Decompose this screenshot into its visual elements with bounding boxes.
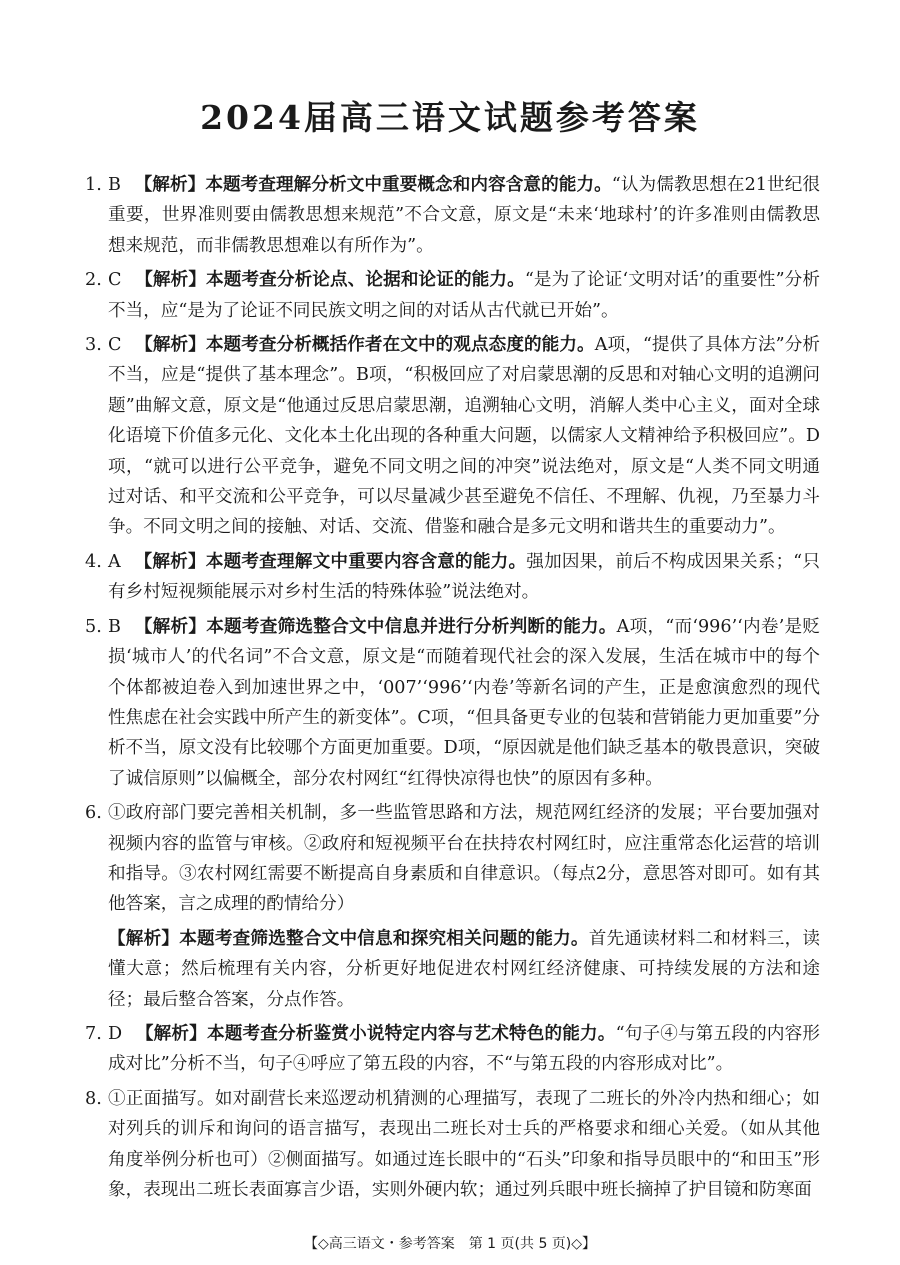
- answer-item-5: [85, 612, 820, 794]
- ability-statement: 本题考查理解文中重要内容含意的能力。: [205, 551, 527, 572]
- analysis-text: 首先通读材料二和材料三，读懂大意；然后梳理有关内容，分析更好地促进农村网红经济健康、可持续发展的方法和途径；最后整合答案，分点作答。: [108, 928, 820, 1010]
- item-number: 5.: [85, 616, 102, 637]
- item-number: 6.: [85, 803, 102, 824]
- analysis-tag: 【解析】: [135, 1023, 207, 1044]
- answer-item-6-analysis: [85, 924, 820, 1015]
- analysis-text: A项，“提供了具体方法”分析不当，应是“提供了基本理念”。B项，“积极回应了对启蒙思潮的反思和对轴心文明的追溯问题”曲解文意，原文是“他通过反思启蒙思潮，追溯轴心文明，消解人类中心主义，面对全球化语境下价值多元化、文化本土化出现的各种重大问题，以儒家人文精神给予积极回应”。D项，“就可以进行公平竞争，避免不同文明之间的冲突”说法绝对，原文是“人类不同文明通过对话、和平交流和公平竞争，可以尽量减少甚至避免不信任、不理解、仇视，乃至暴力斗争。不同文明之间的接触、对话、交流、借鉴和融合是多元文明和谐共生的重要动力”。: [108, 335, 820, 538]
- answer-item-1: [85, 170, 820, 261]
- ability-statement: 本题考查分析概括作者在文中的观点态度的能力。: [205, 335, 595, 356]
- item-number: 4.: [85, 551, 102, 572]
- analysis-tag: 【解析】: [135, 335, 206, 356]
- ability-statement: 本题考查筛选整合文中信息并进行分析判断的能力。: [206, 616, 617, 637]
- analysis-text: A项，“而‘996’‘内卷’是贬损‘城市人’的代名词”不合文意，原文是“而随着现代社会的深入发展，生活在城市中的每个个体都被迫卷入到加速世界之中，‘007’‘996’‘内卷’等新名词的产生，正是愈演愈烈的现代性焦虑在社会实践中所产生的新变体”。C项，“但具备更专业的包装和营销能力更加重要”分析不当，原文没有比较哪个方面更加重要。D项，“原因就是他们缺乏基本的敬畏意识，突破了诚信原则”以偏概全，部分农村网红“红得快凉得也快”的原因有多种。: [108, 616, 820, 789]
- item-number: 3.: [85, 335, 102, 356]
- item-number: 1.: [85, 175, 102, 195]
- answer-choice: B: [108, 616, 121, 637]
- ability-statement: 本题考查分析论点、论据和论证的能力。: [206, 270, 525, 291]
- ability-statement: 本题考查筛选整合文中信息和探究相关问题的能力。: [179, 928, 589, 949]
- analysis-tag: 【解析】: [134, 616, 207, 637]
- answer-item-2: [85, 265, 820, 326]
- answer-choice: D: [108, 1023, 123, 1044]
- item-number: 7.: [85, 1023, 102, 1044]
- page-title: 2024届高三语文试题参考答案: [200, 98, 700, 137]
- analysis-tag: 【解析】: [135, 270, 207, 291]
- ability-statement: 本题考查理解分析文中重要概念和内容含意的能力。: [205, 175, 612, 195]
- answer-item-3: [85, 330, 820, 543]
- answer-content: [85, 170, 820, 1209]
- analysis-text: 强加因果，前后不构成因果关系；“只有乡村短视频能展示对乡村生活的特殊体验”说法绝对。: [108, 551, 820, 603]
- answer-choice: C: [108, 335, 122, 356]
- answer-item-4: [85, 547, 820, 608]
- analysis-tag: 【解析】: [108, 928, 180, 949]
- answer-item-8: [85, 1084, 820, 1206]
- answer-item-7: [85, 1019, 820, 1080]
- analysis-text: “是为了论证‘文明对话’的重要性”分析不当，应“是为了论证不同民族文明之间的对话从古代就已开始”。: [108, 270, 820, 321]
- page-footer: 【◇高三语文・参考答案 第 1 页(共 5 页)◇】: [303, 1236, 597, 1252]
- analysis-tag: 【解析】: [134, 175, 206, 195]
- analysis-text: “句子④与第五段的内容形成对比”分析不当，句子④呼应了第五段的内容，不“与第五段的内容形成对比”。: [108, 1023, 820, 1075]
- answer-text: ①政府部门要完善相关机制，多一些监管思路和方法，规范网红经济的发展；平台要加强对视频内容的监管与审核。②政府和短视频平台在扶持农村网红时，应注重常态化运营的培训和指导。③农村网红需要不断提高自身素质和自律意识。（每点2分，意思答对即可。如有其他答案，言之成理的酌情给分）: [108, 803, 820, 915]
- item-number: 2.: [85, 270, 102, 291]
- item-number: 8.: [85, 1088, 102, 1109]
- ability-statement: 本题考查分析鉴赏小说特定内容与艺术特色的能力。: [206, 1023, 616, 1044]
- answer-choice: C: [108, 270, 122, 291]
- analysis-tag: 【解析】: [134, 551, 206, 572]
- answer-item-6: [85, 798, 820, 920]
- answer-text: ①正面描写。如对副营长来巡逻动机猜测的心理描写，表现了二班长的外冷内热和细心；如对列兵的训斥和询问的语言描写，表现出二班长对士兵的严格要求和细心关爱。（如从其他角度举例分析也可）②侧面描写。如通过连长眼中的“石头”印象和指导员眼中的“和田玉”形象，表现出二班长表面寡言少语，实则外硬内软；通过列兵眼中班长摘掉了护目镜和防寒面: [108, 1088, 820, 1200]
- analysis-text: “认为儒教思想在21世纪很重要，世界准则要由儒教思想来规范”不合文意，原文是“未来‘地球村’的许多准则由儒教思想来规范，而非儒教思想难以有所作为”。: [108, 175, 820, 256]
- answer-choice: A: [108, 551, 121, 572]
- answer-choice: B: [108, 175, 121, 195]
